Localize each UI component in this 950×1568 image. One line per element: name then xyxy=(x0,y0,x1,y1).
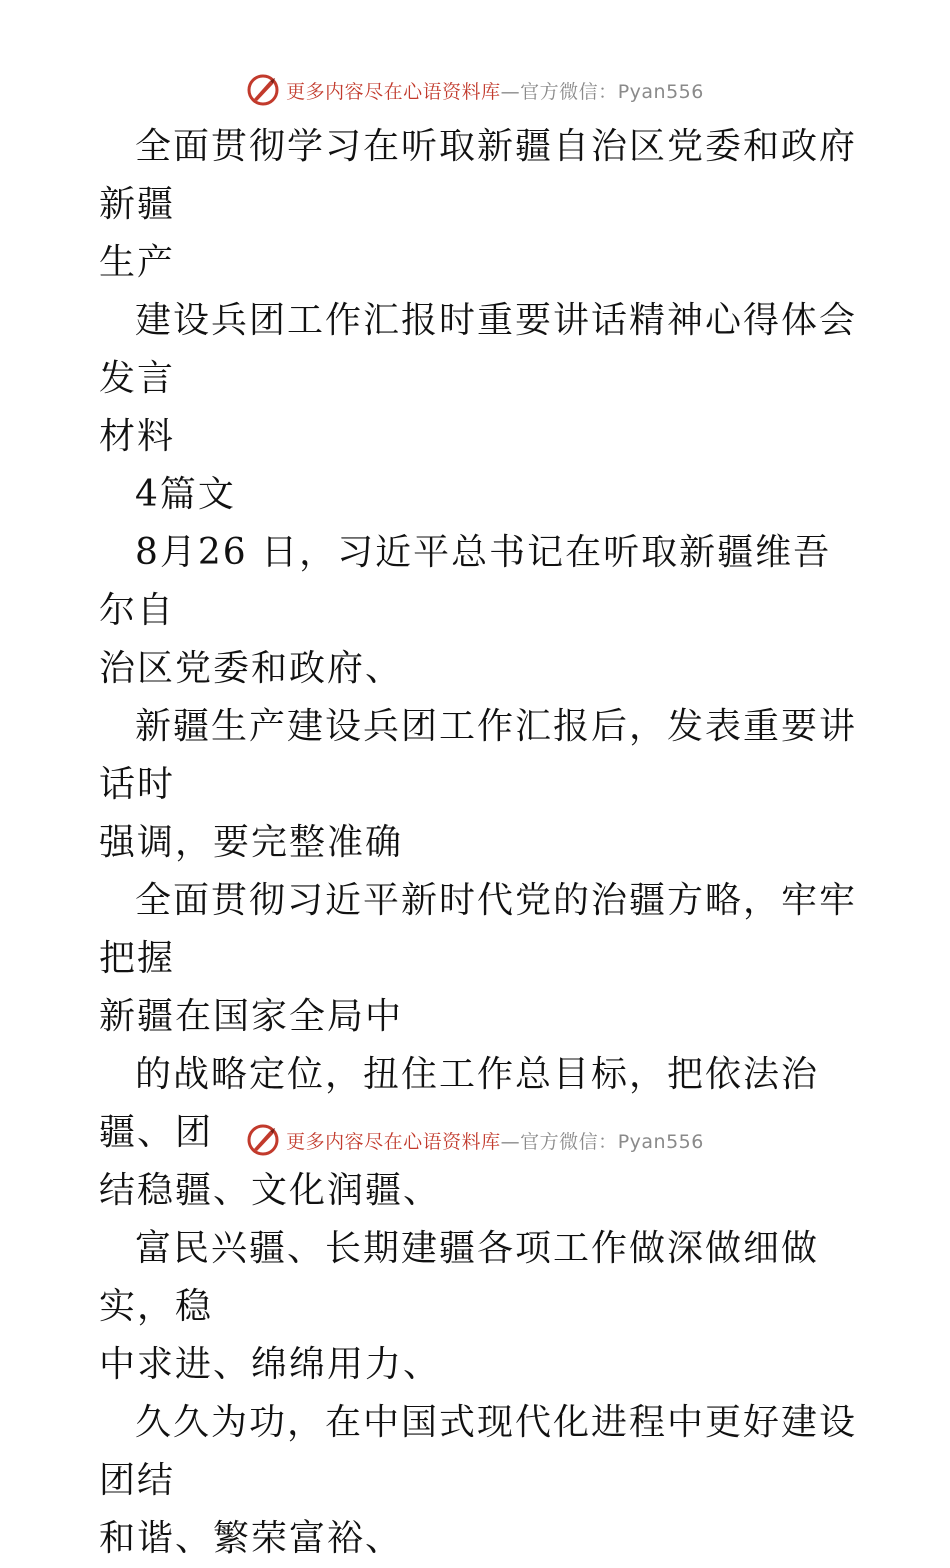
footer-watermark xyxy=(0,1120,950,1160)
paragraph: 久久为功，在中国式现代化进程中更好建设团结 和谐、繁荣富裕、 xyxy=(99,1402,858,1559)
watermark-text: 更多内容尽在心语资料库—官方微信：Pyan556 xyxy=(286,80,704,103)
paragraph: 8月26 日，习近平总书记在听取新疆维吾尔自 治区党委和政府、 xyxy=(99,532,832,689)
paragraph: 新疆生产建设兵团工作汇报后，发表重要讲话时 强调，要完整准确 xyxy=(99,706,858,863)
document-body xyxy=(99,118,859,1568)
header-watermark xyxy=(0,70,950,110)
watermark-text: 更多内容尽在心语资料库—官方微信：Pyan556 xyxy=(286,1130,704,1153)
paragraph: 的战略定位，扭住工作总目标，把依法治疆、团 结稳疆、文化润疆、 xyxy=(99,1054,820,1211)
paragraph: 全面贯彻习近平新时代党的治疆方略，牢牢把握 新疆在国家全局中 xyxy=(99,880,858,1037)
paragraph: 富民兴疆、长期建疆各项工作做深做细做实，稳 中求进、绵绵用力、 xyxy=(99,1228,820,1385)
paragraph-title-2: 建设兵团工作汇报时重要讲话精神心得体会发言 材料 xyxy=(99,300,858,457)
paragraph-title-3: 4篇文 xyxy=(135,474,236,515)
quill-logo-icon xyxy=(246,73,280,107)
paragraph-title-1: 全面贯彻学习在听取新疆自治区党委和政府新疆 生产 xyxy=(99,126,858,283)
quill-logo-icon xyxy=(246,1123,280,1157)
